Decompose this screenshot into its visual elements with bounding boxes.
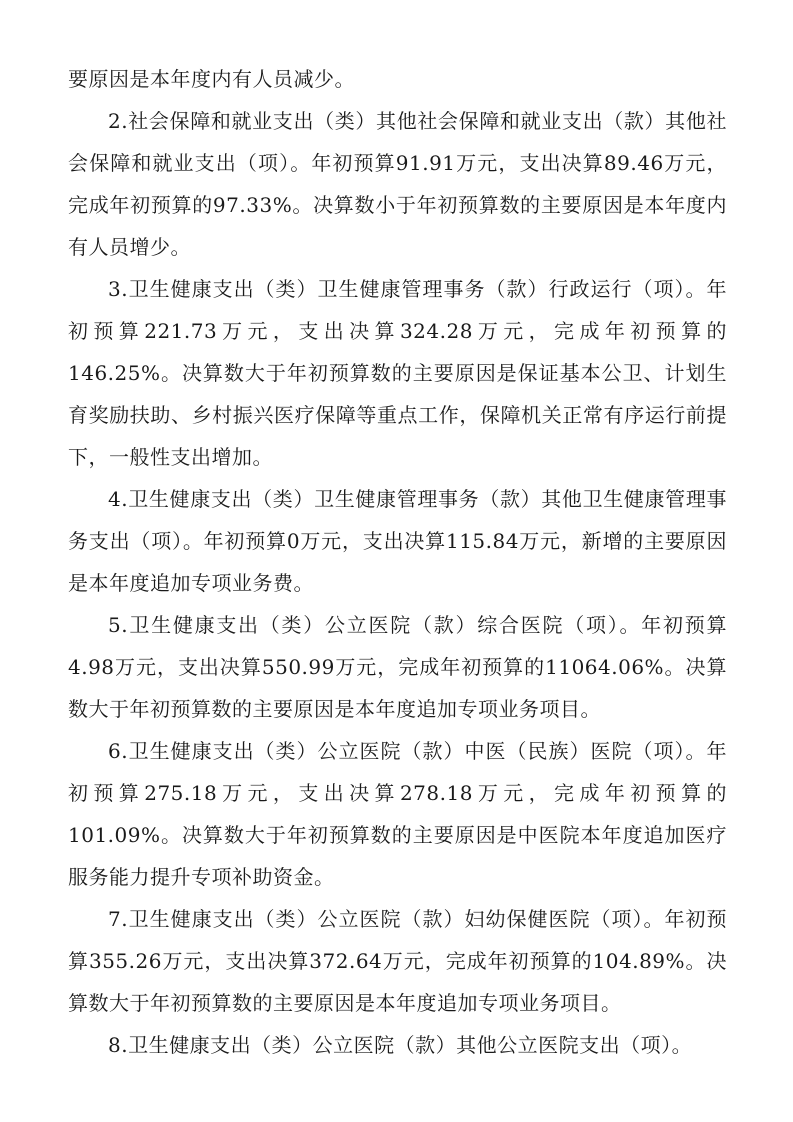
paragraph-item-7: 7.卫生健康支出（类）公立医院（款）妇幼保健医院（项）。年初预算355.26万元，支出决算372.64万元，完成年初预算的104.89%。决算数大于年初预算数的主要原因是本年度追加专项业务项目。	[68, 907, 727, 1015]
paragraph-item-2: 2.社会保障和就业支出（类）其他社会保障和就业支出（款）其他社会保障和就业支出（项）。年初预算91.91万元，支出决算89.46万元，完成年初预算的97.33%。决算数小于年初预算数的主要原因是本年度内有人员增少。	[68, 109, 727, 259]
paragraph-item-5: 5.卫生健康支出（类）公立医院（款）综合医院（项）。年初预算4.98万元，支出决算550.99万元，完成年初预算的11064.06%。决算数大于年初预算数的主要原因是本年度追加专项业务项目。	[68, 613, 727, 721]
paragraph-continuation: 要原因是本年度内有人员减少。	[68, 67, 355, 91]
paragraph-item-3: 3.卫生健康支出（类）卫生健康管理事务（款）行政运行（项）。年初预算221.73万元，支出决算324.28万元，完成年初预算的146.25%。决算数大于年初预算数的主要原因是保证基本公卫、计划生育奖励扶助、乡村振兴医疗保障等重点工作，保障机关正常有序运行前提下，一般性支出增加。	[68, 277, 727, 469]
paragraph-item-8: 8.卫生健康支出（类）公立医院（款）其他公立医院支出（项）。	[108, 1033, 693, 1057]
paragraph-item-4: 4.卫生健康支出（类）卫生健康管理事务（款）其他卫生健康管理事务支出（项）。年初预算0万元，支出决算115.84万元，新增的主要原因是本年度追加专项业务费。	[68, 487, 727, 595]
paragraph-item-6: 6.卫生健康支出（类）公立医院（款）中医（民族）医院（项）。年初预算275.18万元，支出决算278.18万元，完成年初预算的101.09%。决算数大于年初预算数的主要原因是中医院本年度追加医疗服务能力提升专项补助资金。	[68, 739, 727, 889]
